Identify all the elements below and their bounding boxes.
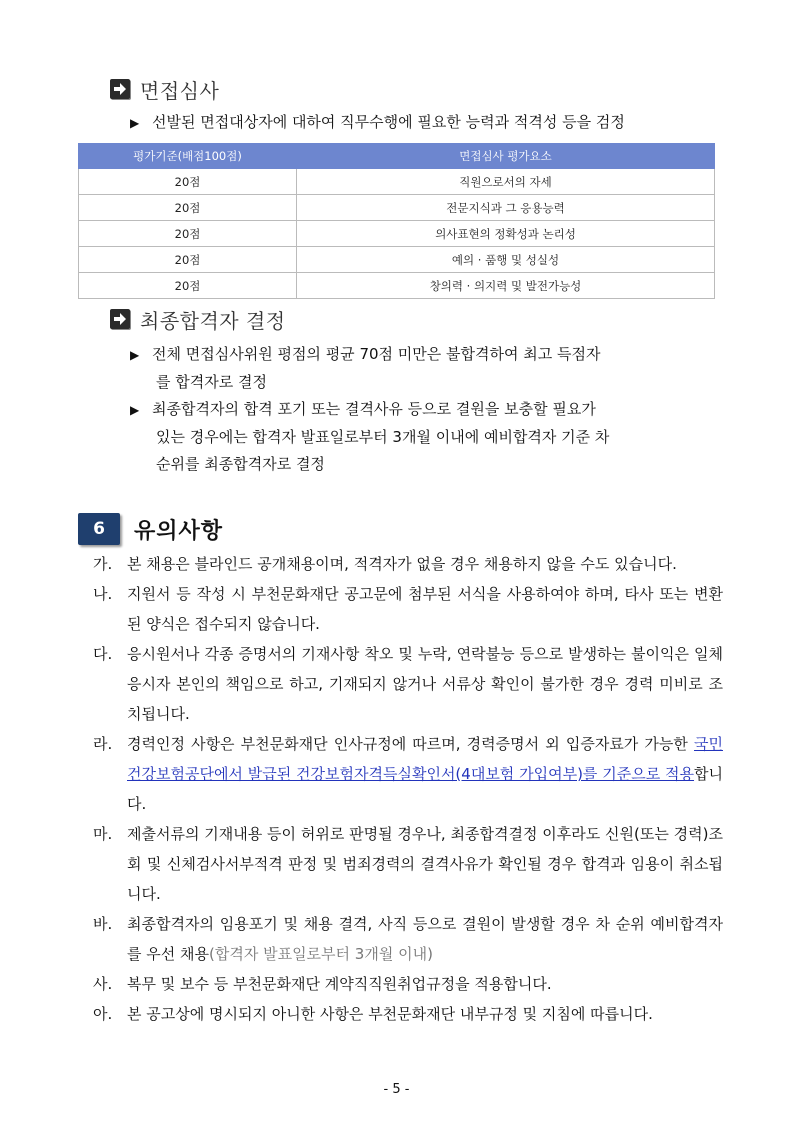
item-text-part: 최종합격자의 임용포기 및 채용 결격, 사직 등으로 결원이 발생할 경우 차 순위 예비합격자를 우선 채용 — [127, 915, 723, 963]
criterion-cell: 의사표현의 정확성과 논리성 — [297, 221, 715, 247]
list-item — [93, 579, 723, 639]
score-cell: 20점 — [79, 273, 297, 299]
list-item — [93, 969, 723, 999]
section-number-badge: 6 — [78, 513, 120, 545]
underlined-emphasis: 국민건강보험공단에서 발급된 건강보험자격득실확인서(4대보험 가입여부)를 기준으로 적용 — [127, 735, 723, 783]
item-marker: 사. — [93, 975, 113, 993]
criterion-cell: 예의 · 품행 및 성실성 — [297, 247, 715, 273]
item-marker: 아. — [93, 1005, 113, 1023]
list-item — [93, 549, 723, 579]
bullet-text: 전체 면접심사위원 평점의 평균 70점 미만은 불합격하여 최고 득점자 — [152, 345, 601, 363]
bullet-text: 있는 경우에는 합격자 발표일로부터 3개월 이내에 예비합격자 기준 차 — [156, 428, 610, 446]
list-item — [93, 999, 723, 1029]
item-marker: 바. — [93, 915, 113, 933]
final-bullet-2 — [130, 396, 720, 478]
section-title: 최종합격자 결정 — [140, 308, 286, 333]
column-header: 면접심사 평가요소 — [297, 144, 715, 169]
section-heading-interview — [110, 76, 219, 102]
section-title: 면접심사 — [140, 78, 220, 103]
item-marker: 마. — [93, 825, 113, 843]
triangle-bullet-icon: ▶ — [130, 348, 140, 362]
arrow-right-icon — [110, 79, 130, 99]
criterion-cell: 전문지식과 그 응용능력 — [297, 195, 715, 221]
item-text: 복무 및 보수 등 부천문화재단 계약직직원취업규정을 적용합니다. — [127, 975, 552, 993]
table-row — [79, 247, 715, 273]
item-text: 본 채용은 블라인드 공개채용이며, 적격자가 없을 경우 채용하지 않을 수도 있습니다. — [127, 555, 677, 573]
evaluation-table — [78, 143, 715, 299]
item-text — [127, 909, 723, 969]
item-text-note: (합격자 발표일로부터 3개월 이내) — [209, 945, 433, 963]
item-marker: 가. — [93, 555, 113, 573]
score-cell: 20점 — [79, 221, 297, 247]
triangle-bullet-icon: ▶ — [130, 116, 140, 130]
column-header: 평가기준(배점100점) — [79, 144, 297, 169]
table-row — [79, 195, 715, 221]
item-marker: 라. — [93, 735, 113, 753]
item-text — [127, 729, 723, 819]
table-row — [79, 273, 715, 299]
score-cell: 20점 — [79, 195, 297, 221]
bullet-text: 최종합격자의 합격 포기 또는 결격사유 등으로 결원을 보충할 필요가 — [152, 400, 596, 418]
criterion-cell: 창의력 · 의지력 및 발전가능성 — [297, 273, 715, 299]
bullet-text: 순위를 최종합격자로 결정 — [156, 455, 325, 473]
list-item — [93, 729, 723, 819]
table-row — [79, 221, 715, 247]
interview-bullet — [130, 109, 720, 137]
criterion-cell: 직원으로서의 자세 — [297, 169, 715, 195]
table-header-row — [79, 144, 715, 169]
arrow-right-icon — [110, 309, 130, 329]
triangle-bullet-icon: ▶ — [130, 403, 140, 417]
item-marker: 나. — [93, 585, 113, 603]
item-text-part: 경력인정 사항은 부천문화재단 인사규정에 따르며, 경력증명서 외 입증자료가 가능한 — [127, 735, 695, 753]
item-text-part: 합니다. — [127, 765, 723, 813]
item-marker: 다. — [93, 645, 113, 663]
item-text: 본 공고상에 명시되지 아니한 사항은 부천문화재단 내부규정 및 지침에 따릅니다. — [127, 1005, 653, 1023]
page-number: - 5 - — [383, 1082, 410, 1097]
list-item — [93, 909, 723, 969]
notes-list — [93, 549, 723, 1029]
list-item — [93, 819, 723, 909]
score-cell: 20점 — [79, 169, 297, 195]
table-row — [79, 169, 715, 195]
item-text: 제출서류의 기재내용 등이 허위로 판명될 경우나, 최종합격결정 이후라도 신원(또는 경력)조회 및 신체검사서부적격 판정 및 범죄경력의 결격사유가 확인될 경우 합격과 임용이 취소됩니다. — [127, 825, 723, 903]
bullet-text: 선발된 면접대상자에 대하여 직무수행에 필요한 능력과 적격성 등을 검정 — [152, 113, 625, 131]
score-cell: 20점 — [79, 247, 297, 273]
final-bullet-1 — [130, 341, 720, 396]
list-item — [93, 639, 723, 729]
section-title: 유의사항 — [134, 518, 224, 544]
section-heading-final — [110, 306, 286, 332]
item-text: 지원서 등 작성 시 부천문화재단 공고문에 첨부된 서식을 사용하여야 하며, 타사 또는 변환된 양식은 접수되지 않습니다. — [127, 585, 723, 633]
item-text: 응시원서나 각종 증명서의 기재사항 착오 및 누락, 연락불능 등으로 발생하는 불이익은 일체 응시자 본인의 책임으로 하고, 기재되지 않거나 서류상 확인이 불가한 경우 경력 미비로 조치됩니다. — [127, 645, 723, 723]
section-6-heading — [78, 513, 223, 545]
bullet-text: 를 합격자로 결정 — [156, 373, 267, 391]
